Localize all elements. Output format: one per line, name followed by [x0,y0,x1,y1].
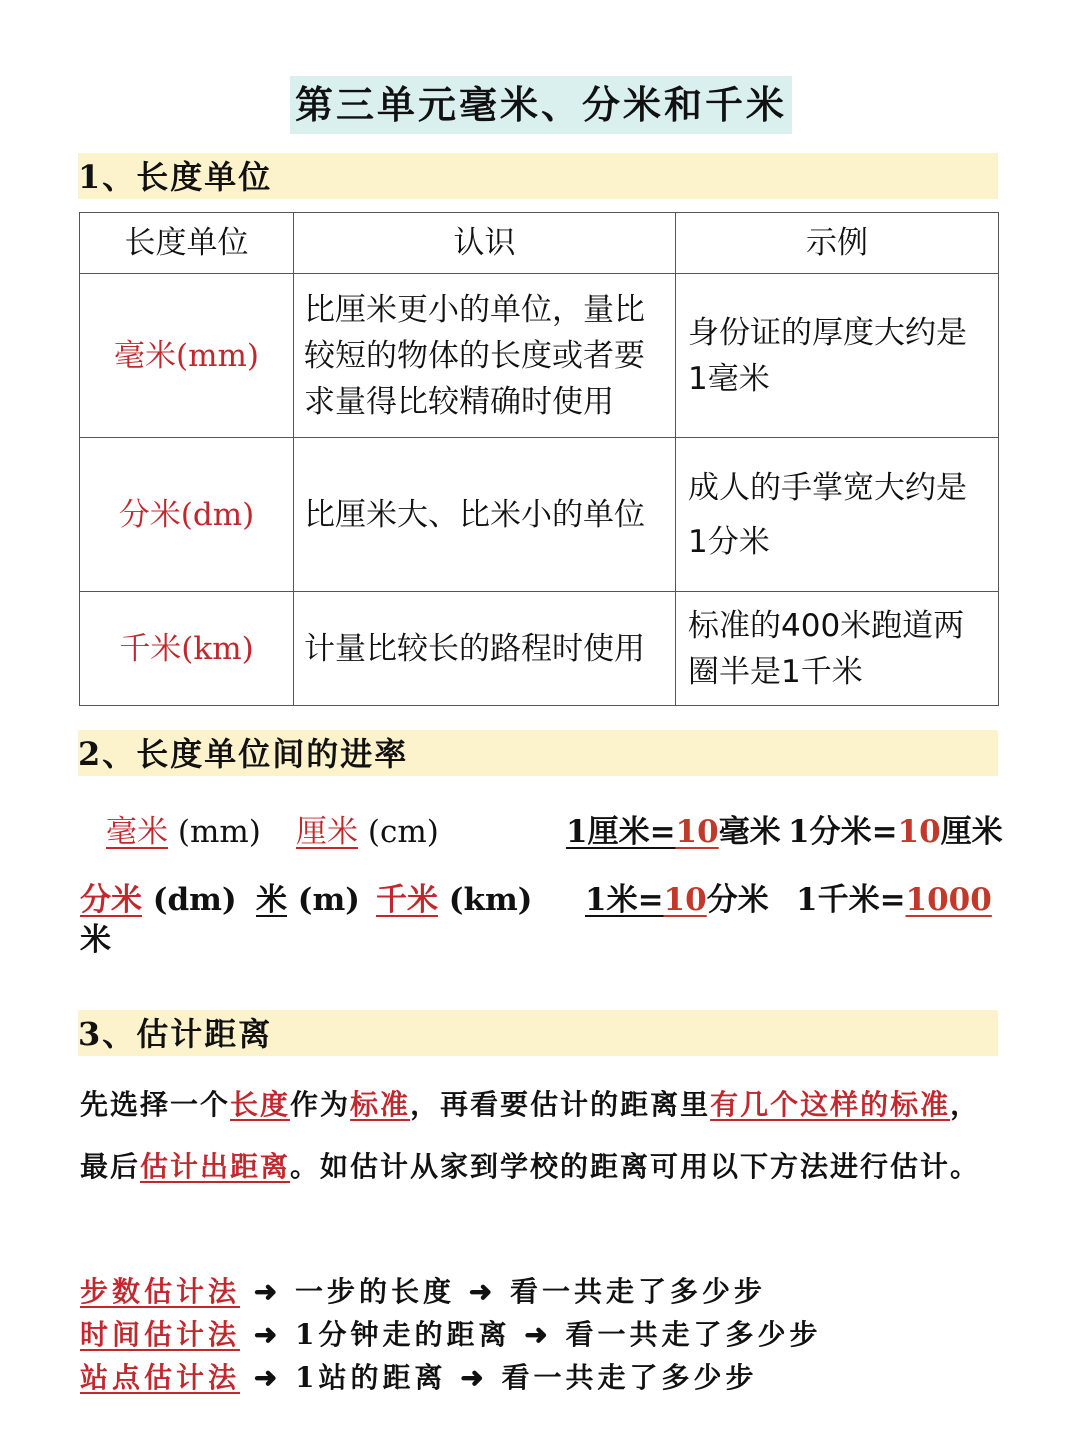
method-name: 步数估计法 [80,1275,241,1308]
rate-unit: 毫米 [718,814,781,850]
rate-num: 10 [675,814,719,850]
rate-lhs: 1千米= [796,882,906,918]
method-result: 看一共走了多少步 [501,1361,758,1394]
rate-num: 1000 [905,882,992,918]
para-text: 。如估计从家到学校的距离可用以下方法进行估计。 [290,1150,981,1183]
para-highlight: 估计出距离 [140,1150,291,1183]
para-highlight: 有几个这样的标准 [710,1088,951,1121]
method-steps [80,1270,766,1310]
para-text: 作为 [290,1088,351,1121]
table-header-row [80,213,999,274]
rate-lhs: 1分米= [788,814,898,850]
para-text: ，最后 [80,1088,981,1183]
para-highlight: 长度 [230,1088,291,1121]
unit-mm [106,806,261,851]
unit-km [376,874,532,919]
example-cell: 标准的400米跑道两圈半是1千米 [676,592,999,706]
rate-dm-cm [788,806,1003,851]
desc-cell: 比厘米大、比米小的单位 [294,438,676,592]
unit-cell: 分米(dm) [80,438,294,592]
para-text: 先选择一个 [80,1088,231,1121]
section-1-heading: 1、长度单位 [78,153,998,199]
header-recognition: 认识 [294,213,676,274]
unit-dm [80,874,237,919]
rate-unit: 米 [80,922,111,958]
unit-name: 分米 [80,882,142,918]
method-name: 站点估计法 [80,1361,241,1394]
header-unit: 长度单位 [80,213,294,274]
rate-km-m-unit [80,914,111,959]
arrow-icon: ➜ [253,1318,282,1351]
method-name: 时间估计法 [80,1318,241,1351]
arrow-icon: ➜ [253,1275,282,1308]
rate-unit: 厘米 [940,814,1003,850]
unit-cell: 千米(km) [80,592,294,706]
section-3-heading: 3、估计距离 [78,1010,998,1056]
rate-unit: 分米 [706,882,769,918]
rate-lhs: 1米= [585,882,664,918]
unit-cell: 毫米(mm) [80,274,294,438]
example-cell: 成人的手掌宽大约是1分米 [676,438,999,592]
unit-cm [296,806,439,851]
para-text: ，再看要估计的距离里 [410,1088,711,1121]
unit-abbr: (mm) [177,814,261,850]
unit-name: 毫米 [106,814,168,850]
unit-m [256,874,360,919]
page-title: 第三单元毫米、分米和千米 [290,76,792,134]
method-result: 看一共走了多少步 [565,1318,822,1351]
arrow-icon: ➜ [468,1275,497,1308]
unit-abbr: (km) [448,882,533,918]
method-result: 看一共走了多少步 [509,1275,766,1308]
desc-cell: 比厘米更小的单位，量比较短的物体的长度或者要求量得比较精确时使用 [294,274,676,438]
rate-km-m [796,874,992,919]
unit-abbr: (m) [297,882,360,918]
unit-name: 厘米 [296,814,358,850]
desc-cell: 计量比较长的路程时使用 [294,592,676,706]
method-step: 一步的长度 [294,1275,455,1308]
estimation-paragraph [80,1074,1000,1198]
table-row [80,438,999,592]
unit-name: 千米 [376,882,438,918]
rate-cm-mm [566,806,781,851]
method-step: 1站的距离 [294,1361,447,1394]
table-row [80,592,999,706]
unit-abbr: (cm) [367,814,439,850]
rate-num: 10 [663,882,707,918]
method-time [80,1313,821,1353]
rate-lhs: 1厘米= [566,814,676,850]
unit-abbr: (dm) [152,882,237,918]
para-highlight: 标准 [350,1088,411,1121]
header-example: 示例 [676,213,999,274]
rate-m-dm [585,874,769,919]
arrow-icon: ➜ [524,1318,552,1351]
unit-name: 米 [256,882,287,918]
section-2-heading: 2、长度单位间的进率 [78,730,998,776]
arrow-icon: ➜ [460,1361,488,1394]
method-step: 1分钟走的距离 [294,1318,511,1351]
rate-num: 10 [897,814,941,850]
length-units-table [79,212,999,706]
table-row [80,274,999,438]
method-station [80,1356,757,1396]
example-cell: 身份证的厚度大约是1毫米 [676,274,999,438]
arrow-icon: ➜ [253,1361,282,1394]
